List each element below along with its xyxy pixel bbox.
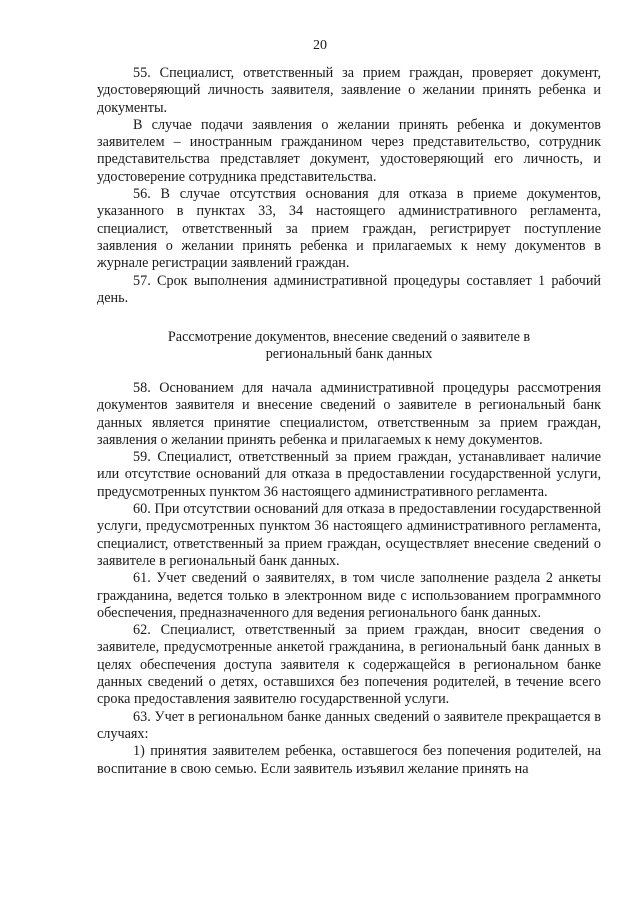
paragraph-61: 61. Учет сведений о заявителях, в том числе заполнение раздела 2 анкеты гражданина, ведется только в электронном виде с использованием программного обеспечения, предназначенного для ведения регионального банк данных. <box>97 570 601 621</box>
paragraph-59: 59. Специалист, ответственный за прием граждан, устанавливает наличие или отсутствие оснований для отказа в предоставлении государственной услуги, предусмотренных пунктом 36 настоящего административного регламента. <box>97 449 601 500</box>
section-heading-line-2: региональный банк данных <box>265 346 433 363</box>
paragraph-57: 57. Срок выполнения административной процедуры составляет 1 рабочий день. <box>97 272 601 306</box>
paragraph-63: 63. Учет в региональном банке данных сведений о заявителе прекращается в случаях: <box>97 708 601 742</box>
page-number: 20 <box>313 38 327 53</box>
paragraph-55-continuation: В случае подачи заявления о желании принять ребенка и документов заявителем – иностранным гражданином через представительство, сотрудник представительства представляет документ, удостоверяющий его личность, и удостоверение сотрудника представительства. <box>97 116 601 185</box>
paragraph-60: 60. При отсутствии оснований для отказа в предоставлении государственной услуги, предусмотренных пунктом 36 настоящего административного регламента, специалист, ответственный за прием граждан, осуществляет внесение сведений о заявителе в региональный банк данных. <box>97 501 601 569</box>
paragraph-63-item-1: 1) принятия заявителем ребенка, оставшегося без попечения родителей, на воспитание в свою семью. Если заявитель изъявил желание принять на <box>97 743 601 777</box>
section-heading <box>97 329 601 364</box>
paragraph-62: 62. Специалист, ответственный за прием граждан, вносит сведения о заявителе, предусмотренные анкетой гражданина, в региональный банк данных в целях обеспечения доступа заявителя к содержащейся в региональном банке данных сведений о детях, оставшихся без попечения родителей, в течение всего срока предоставления заявителю государственной услуги. <box>97 622 601 708</box>
text-block-top <box>97 65 601 307</box>
paragraph-58: 58. Основанием для начала административной процедуры рассмотрения документов заявителя и внесение сведений о заявителе в региональный банк данных является принятие специалистом, ответственным за прием граждан, заявления о желании принять ребенка и прилагаемых к нему документов. <box>97 380 601 448</box>
text-block-bottom <box>97 380 601 778</box>
section-heading-line-1: Рассмотрение документов, внесение сведений о заявителе в <box>167 329 531 345</box>
paragraph-55: 55. Специалист, ответственный за прием граждан, проверяет документ, удостоверяющий личность заявителя, заявление о желании принять ребенка и документы. <box>97 65 601 116</box>
paragraph-56: 56. В случае отсутствия основания для отказа в приеме документов, указанного в пунктах 33, 34 настоящего административного регламента, специалист, ответственный за прием граждан, регистрирует поступление заявления о желании принять ребенка и прилагаемых к нему документов в журнале регистрации заявлений граждан. <box>97 186 601 272</box>
